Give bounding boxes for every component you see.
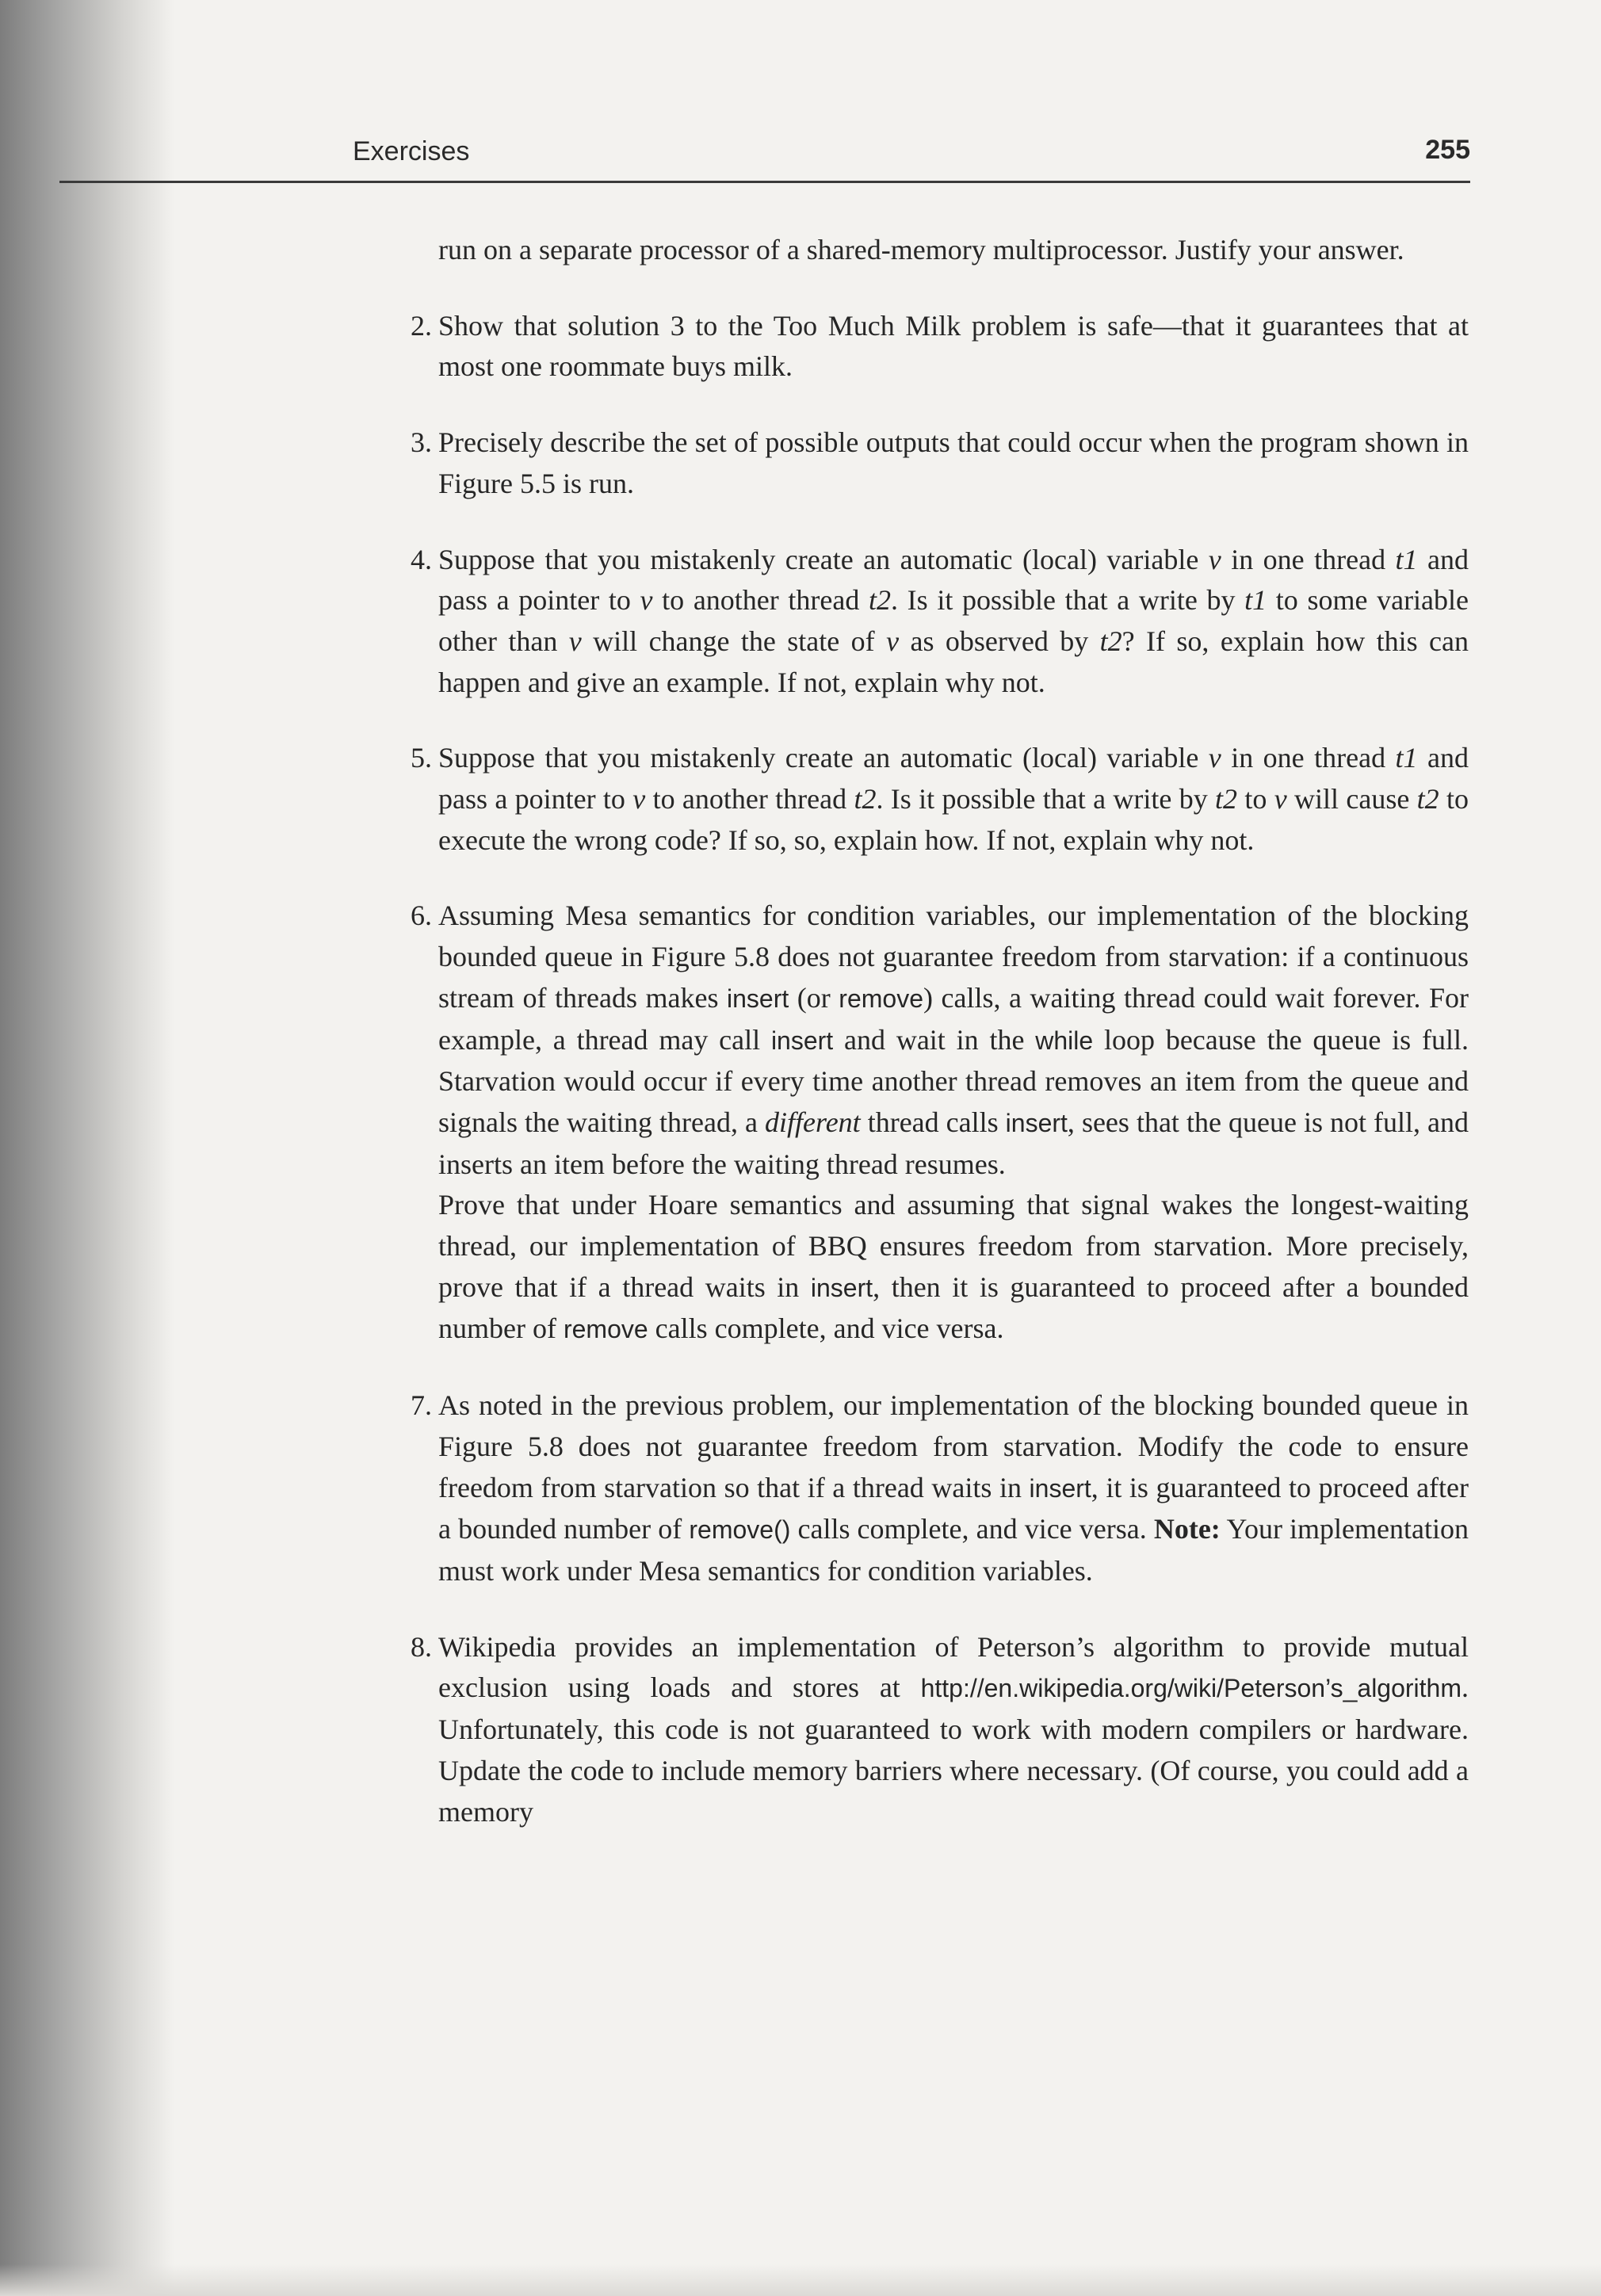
running-header <box>59 128 1470 183</box>
exercise-7 <box>411 1385 1469 1592</box>
exercise-6 <box>411 896 1469 1350</box>
exercise-number: 3. <box>411 426 432 459</box>
exercise-text: As noted in the previous problem, our implementation of the blocking bounded queue in Figure 5.8 does not guarantee freedom from starvation. Modify the code to ensure freedom from starvation so that if a thread waits in insert, it is guaranteed to proceed after a bounded number of remove() calls complete, and vice versa. Note: Your implementation must work under Mesa semantics for condition variables. <box>438 1389 1469 1587</box>
section-title: Exercises <box>353 136 470 166</box>
page-number: 255 <box>1425 135 1470 165</box>
exercise-5 <box>411 738 1469 861</box>
page-bottom-edge <box>0 2264 1601 2296</box>
exercise-list <box>411 230 1469 1867</box>
exercise-3 <box>411 422 1469 504</box>
exercise-number: 5. <box>411 742 432 774</box>
exercise-4 <box>411 540 1469 704</box>
exercise-text: Suppose that you mistakenly create an automatic (local) variable v in one thread t1 and pass a pointer to v to another thread t2. Is it possible that a write by t1 to some variable other than v will change the state of v as observed by t2? If so, explain how this can happen and give an example. If not, explain why not. <box>438 543 1469 698</box>
exercise-text-part-2: Prove that under Hoare semantics and assuming that signal wakes the longest-waiting thread, our implementation of BBQ ensures freedom from starvation. More precisely, prove that if a thread waits in insert, then it is guaranteed to proceed after a bounded number of remove calls complete, and vice versa. <box>438 1189 1469 1345</box>
exercise-2 <box>411 306 1469 388</box>
exercise-8 <box>411 1627 1469 1833</box>
exercise-text: Show that solution 3 to the Too Much Milk problem is safe—that it guarantees that at most one roommate buys milk. <box>438 309 1469 383</box>
exercise-number: 4. <box>411 543 432 575</box>
exercise-text: Wikipedia provides an implementation of Peterson’s algorithm to provide mutual exclusion using loads and stores at http://en.wikipedia.org/wiki/Peterson’s_algorithm. Unfortunately, this code is not guaranteed to work with modern compilers or hardware. Update the code to include memory barriers where necessary. (Of course, you could add a memory <box>438 1630 1469 1828</box>
exercise-text: Suppose that you mistakenly create an automatic (local) variable v in one thread t1 and pass a pointer to v to another thread t2. Is it possible that a write by t2 to v will cause t2 to execute the wrong code? If so, so, explain how. If not, explain why not. <box>438 742 1469 856</box>
exercise-text: Precisely describe the set of possible outputs that could occur when the program shown in Figure 5.5 is run. <box>438 426 1469 499</box>
continued-exercise-text: run on a separate processor of a shared-memory multiprocessor. Justify your answer. <box>438 234 1404 266</box>
exercise-text: Assuming Mesa semantics for condition variables, our implementation of the blocking bounded queue in Figure 5.8 does not guarantee freedom from starvation: if a continuous stream of threads makes insert (or remove) calls, a waiting thread could wait forever. For example, a thread may call insert and wait in the while loop because the queue is full. Starvation would occur if every time another thread removes an item from the queue and signals the waiting thread, a different thread calls insert, sees that the queue is not full, and inserts an item before the waiting thread resumes. <box>438 900 1469 1180</box>
exercise-number: 8. <box>411 1630 432 1663</box>
exercise-number: 2. <box>411 309 432 342</box>
book-spine-shadow <box>0 0 174 2296</box>
wikipedia-url: http://en.wikipedia.org/wiki/Peterson’s_algorithm <box>920 1674 1462 1703</box>
exercise-number: 7. <box>411 1389 432 1422</box>
exercise-number: 6. <box>411 900 432 932</box>
